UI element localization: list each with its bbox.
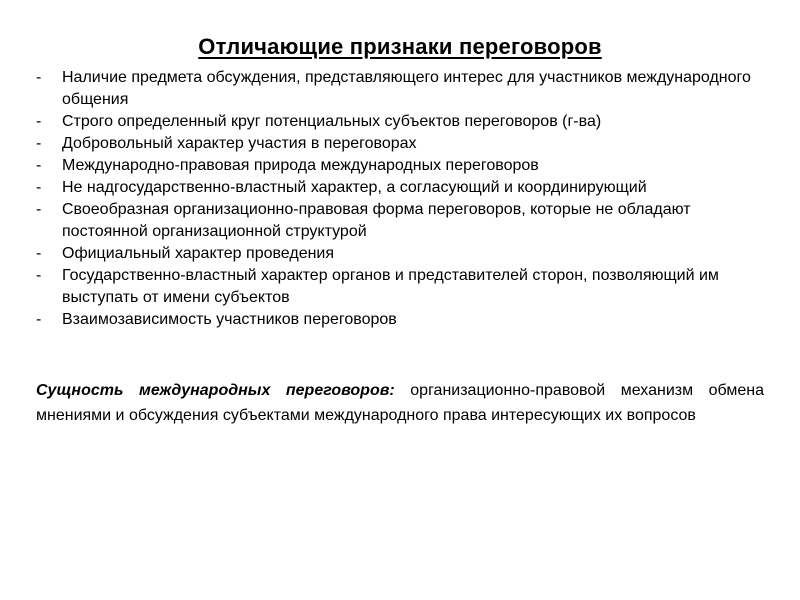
bullet-dash: -: [36, 245, 42, 262]
bullet-dash: -: [36, 267, 42, 284]
essence-definition: организационно-правовой механизм обмена мнениями и обсуждения субъектами международного права интересующих их вопросов: [36, 382, 764, 424]
list-item-text: Наличие предмета обсуждения, представляющего интерес для участников международного общения: [62, 69, 751, 108]
list-item-text: Не надгосударственно-властный характер, а согласующий и координирующий: [62, 179, 647, 196]
list-item: [36, 111, 764, 133]
list-item-text: Официальный характер проведения: [62, 245, 335, 262]
list-item-text: Своеобразная организационно-правовая форма переговоров, которые не обладают постоянной организационной структурой: [62, 201, 691, 240]
bullet-dash: -: [36, 69, 42, 86]
bullet-dash: -: [36, 201, 42, 218]
essence-paragraph: [36, 378, 764, 428]
list-item: [36, 265, 764, 309]
bullet-dash: -: [36, 179, 42, 196]
list-item: [36, 177, 764, 199]
list-item: [36, 155, 764, 177]
list-item: [36, 199, 764, 243]
list-item-text: Строго определенный круг потенциальных субъектов переговоров (г-ва): [62, 113, 602, 130]
list-item-text: Взаимозависимость участников переговоров: [62, 311, 397, 328]
slide-title: Отличающие признаки переговоров: [198, 34, 602, 59]
list-item-text: Государственно-властный характер органов и представителей сторон, позволяющий им выступать от имени субъектов: [62, 267, 719, 306]
list-item: [36, 243, 764, 265]
bullet-dash: -: [36, 157, 42, 174]
essence-term: Сущность международных переговоров:: [36, 382, 395, 399]
list-item-text: Международно-правовая природа международных переговоров: [62, 157, 539, 174]
list-item: [36, 133, 764, 155]
bullet-dash: -: [36, 135, 42, 152]
list-item-text: Добровольный характер участия в переговорах: [62, 135, 417, 152]
list-item: [36, 309, 764, 331]
bullet-dash: -: [36, 113, 42, 130]
features-list: [36, 67, 764, 331]
list-item: [36, 67, 764, 111]
bullet-dash: -: [36, 311, 42, 328]
